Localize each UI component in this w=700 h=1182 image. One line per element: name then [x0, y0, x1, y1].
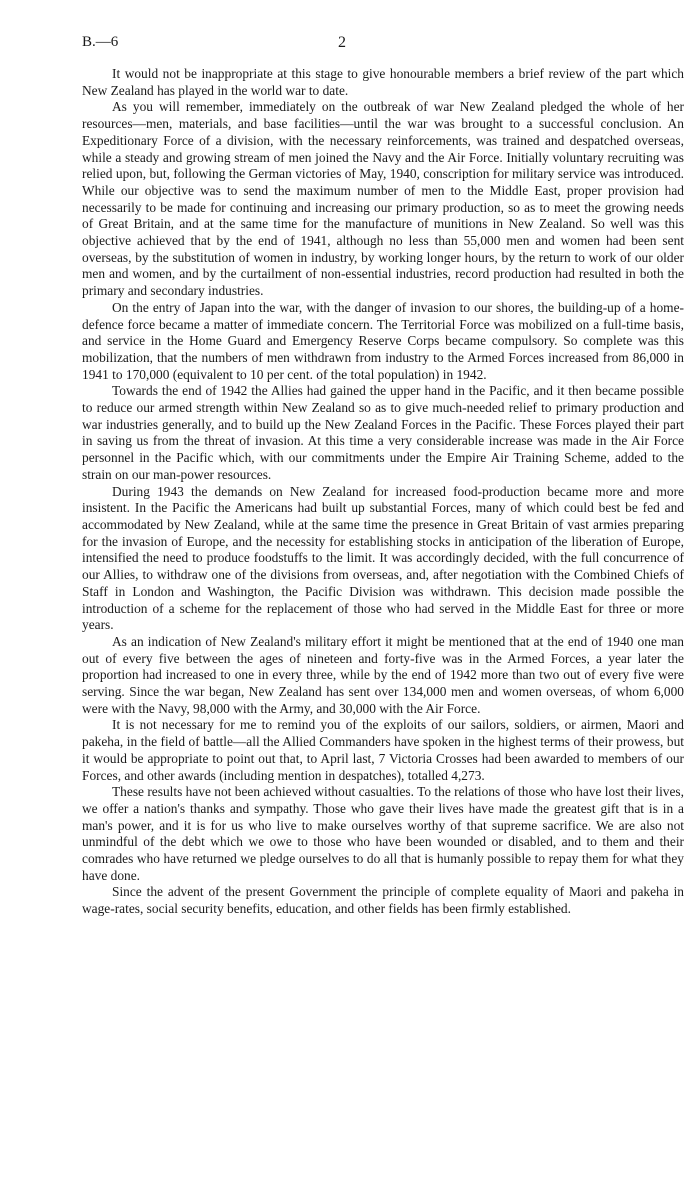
paragraph: It is not necessary for me to remind you of the exploits of our sailors, soldiers, or airmen, Maori and pakeha, in the field of battle—all the Allied Commanders have spoken in the highest terms of their prowess, but it would be appropriate to point out that, to April last, 7 Victoria Crosses had been awarded to members of our Forces, and other awards (including mention in despatches), totalled 4,273.: [82, 717, 684, 783]
paragraph: On the entry of Japan into the war, with the danger of invasion to our shores, the building-up of a home-defence force became a matter of immediate concern. The Territorial Force was mobilized on a full-time basis, and service in the Home Guard and Emergency Reserve Corps became compulsory. So complete was this mobilization, that the numbers of men withdrawn from industry to the Armed Forces increased from 86,000 in 1941 to 170,000 (equivalent to 10 per cent. of the total population) in 1942.: [82, 299, 684, 382]
body-text: [82, 66, 684, 918]
paragraph: It would not be inappropriate at this stage to give honourable members a brief review of the part which New Zealand has played in the world war to date.: [82, 66, 684, 98]
paragraph: During 1943 the demands on New Zealand for increased food-production became more and more insistent. In the Pacific the Americans had built up substantial Forces, many of which could best be fed and accommodated by New Zealand, while at the same time the presence in Great Britain of vast armies preparing for the invasion of Europe, and the necessity for establishing stocks in anticipation of the liberation of Europe, intensified the need to produce foodstuffs to the limit. It was accordingly decided, with the full concurrence of our Allies, to withdraw one of the divisions from overseas, and, after negotiation with the Combined Chiefs of Staff in London and Washington, the Pacific Division was withdrawn. This decision made possible the introduction of a scheme for the replacement of those who had served in the Middle East for three or more years.: [82, 483, 684, 633]
paragraph: Since the advent of the present Government the principle of complete equality of Maori and pakeha in wage-rates, social security benefits, education, and other fields has been firmly established.: [82, 884, 684, 917]
document-reference: B.—6: [82, 34, 119, 50]
paragraph: These results have not been achieved without casualties. To the relations of those who have lost their lives, we offer a nation's thanks and sympathy. Those who gave their lives have made the greatest gift that is in a man's power, and it is for us who live to make ourselves worthy of that supreme sacrifice. We are also not unmindful of the debt which we owe to those who have been wounded or disabled, and to them and their comrades who have returned we pledge ourselves to do all that is humanly possible to repay them for what they have done.: [82, 784, 684, 883]
paragraph: Towards the end of 1942 the Allies had gained the upper hand in the Pacific, and it then became possible to reduce our armed strength within New Zealand so as to give much-needed relief to primary production and war industries generally, and to build up the New Zealand Forces in the Pacific. These Forces played their part in saving us from the threat of invasion. At this time a very considerable increase was made in the Air Force personnel in the Pacific which, with our commitments under the Empire Air Training Scheme, added to the strain on our man-power resources.: [82, 383, 684, 482]
paragraph: As you will remember, immediately on the outbreak of war New Zealand pledged the whole of her resources—men, materials, and base facilities—until the war was brought to a successful conclusion. An Expeditionary Force of a division, with the necessary reinforcements, was trained and despatched overseas, while a steady and growing stream of men joined the Navy and the Air Force. Initially voluntary recruiting was relied upon, but, following the German victories of May, 1940, conscription for military service was introduced. While our objective was to send the maximum number of men to the Middle East, proper provision had necessarily to be made for continuing and increasing our primary production, so as to meet the growing needs of Great Britain, and at the same time for the manufacture of munitions in New Zealand. So well was this objective achieved that by the end of 1941, although no less than 55,000 men and women had been sent overseas, by the substitution of women in industry, by working longer hours, by the return to work of our older men and women, and by the curtailment of non-essential industries, record production had resulted in both the primary and secondary industries.: [82, 99, 684, 299]
page-number: 2: [338, 34, 346, 51]
page-header: [82, 34, 684, 54]
paragraph: As an indication of New Zealand's military effort it might be mentioned that at the end of 1940 one man out of every five between the ages of nineteen and forty-five was in the Armed Forces, a year later the proportion had increased to one in every three, while by the end of 1942 more than two out of every five were serving. Since the war began, New Zealand has sent over 134,000 men and women overseas, of whom 6,000 were with the Navy, 98,000 with the Army, and 30,000 with the Air Force.: [82, 633, 684, 716]
